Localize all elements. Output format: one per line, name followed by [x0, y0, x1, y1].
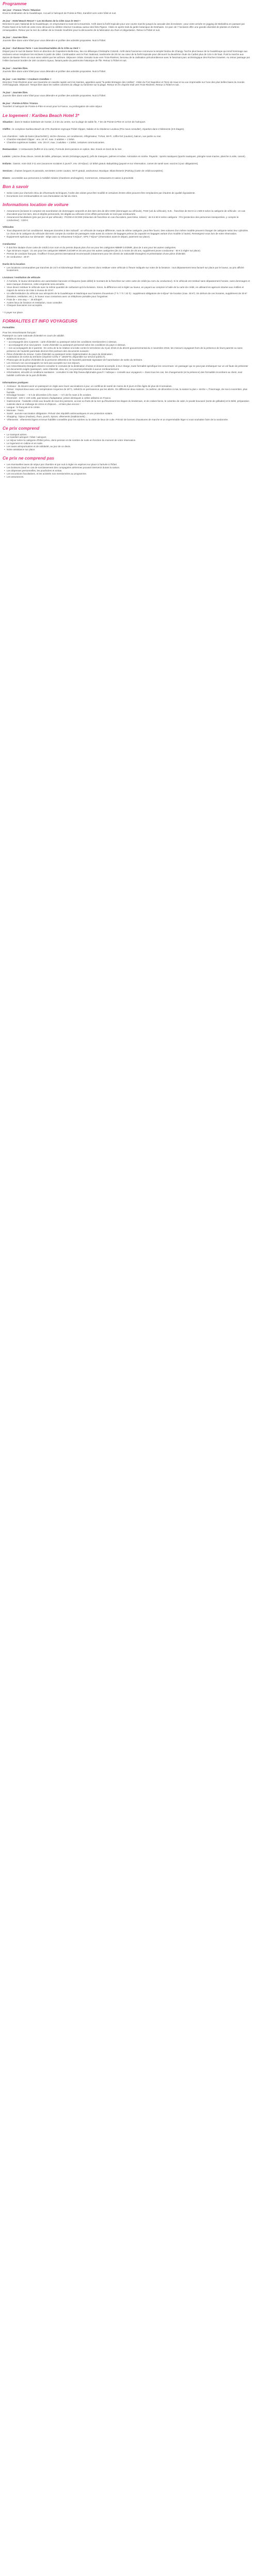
- duree-heading: Durée de la location: [3, 262, 25, 265]
- conducteur-item: • 2e conducteur : 25 €*.: [7, 256, 250, 259]
- assurance-item: • Assurances facultatives (prix par jour et par véhicule) : PCDW et SCDW (réduction de franchise en cas d'accident, pare-brise, toiture) : de 8 à 50 € selon catégorie : PAI (protection des personnes transportées, y compris le conducteur) : 3,50 €.: [7, 216, 250, 222]
- prix-comprend-item: • Le transfert aéroport / hôtel / aéroport.: [7, 436, 250, 439]
- livraison-heading: Livraison / restitution de véhicule: [3, 276, 41, 279]
- prix-comprend-item: • Le logement en cabine et en suite.: [7, 442, 250, 445]
- day-title: 4e jour : Sud Basse-Terre + Les incontournables de la Côte au Vent +: [3, 47, 80, 50]
- pratique-item: • Electricité : 220 V, 240 volts, pas besoin d'adaptateur, prises identiques à celles utilisées en France.: [7, 397, 250, 400]
- formalite-item: • Les mineurs non accompagnés ne sont pas acceptés sur nos séjours.: [7, 362, 250, 365]
- info-text: accessible aux personnes à mobilité réduite (chambres aménagées). Commerces, restaurants et casino à proximité.: [11, 177, 134, 180]
- day-block: [3, 91, 250, 97]
- day-text: Transfert à l'aéroport de Pointe-à-Pitre et envol pour la France, ou prolongation de votre séjour.: [3, 105, 103, 108]
- info-paragraph: [3, 170, 250, 173]
- day-title: 7e jour : Journée libre.: [3, 91, 28, 94]
- day-block: [3, 36, 250, 42]
- pratique-item: • Vêtements : vêtements légers et tenue habillée conseillée pour les soirées ou la visite de lieux de culte. Prévoir de bonnes chaussures de marche et un imperméable léger si vous souhaitez faire de la randonnée.: [7, 418, 250, 421]
- day-title: 5e jour : Journée libre.: [3, 66, 28, 70]
- chambres-list: [3, 138, 250, 144]
- day-text: Journée libre dans votre hôtel pour vous détendre et profiter des activités proposées. Nuit à l'hôtel.: [3, 94, 106, 97]
- logement-title: Le logement : Karibea Beach Hotel 3*: [3, 112, 79, 118]
- vehicules-heading: Véhicules: [3, 226, 14, 229]
- formalite-item: • Informations, sécurité et conditions sanitaires : consultez le site http://www.diplomatie.gouv.fr / rubrique « conseils aux voyageurs ». Dans tous les cas, les changements (et la présence) des formalités incombent au client, seul habilité confirmée de la part d'infinités.: [7, 371, 250, 377]
- formalite-item: • Les ressortissants étrangers doivent consulter le consulat de la destination choisie et doivent accomplir, à leur charge, toute formalité spécifique les concernant. Un passager qui ne peut pas embarquer sur un vol faute de présenter les documents exigés (passeport, carte d'identité, visa, etc.) ne pourrait prétendre à aucun remboursement.: [7, 365, 250, 371]
- bon-savoir-section: [3, 184, 250, 198]
- day-title: 8e jour : Pointe-à-Pitre / France.: [3, 102, 39, 105]
- day-block: [3, 102, 250, 108]
- pratique-item: • Shopping : bijoux (madras), rhum, punch, épices, vêtements (traditionnels)…: [7, 415, 250, 418]
- prix-comprend-item: • Le séjour selon la catégorie d'hôtel prévu, demi-pension et de nombre de nuits en fonction du moment de votre réservation.: [7, 439, 250, 442]
- info-label: Chiffre :: [3, 127, 12, 130]
- prix-ne-comprend-title: Ce prix ne comprend pas: [3, 455, 55, 461]
- pratique-item: • Animaux : ils doivent avoir un passeport en règle avec leurs vaccinations à jour, un certificat de santé de moins de 8 jours et être âgés de plus de 8 semaines.: [7, 385, 250, 388]
- prix-ne-comprend-item: • Les assurances.: [7, 476, 250, 479]
- prix-ne-comprend-section: [3, 455, 250, 479]
- pratique-item: • Gastronomie : l'assiette créole aux boudin de tous les poissons, accras ou fruits de la mer qui fleurissent les étapes du lendemain, et de crabes farcis, le colombo de cabri, le poulet boucané (sorte de grillades) et le Bélé, préparation cuisinée dans un mélange de citron et d'épices… et bien plus encore !: [7, 400, 250, 406]
- pratique-item: • Climat : tropical doux avec une température moyenne de 26°C, rafraîchi en permanence par les alizés. On différencie deux saisons : la carême, de décembre à mai, la saison la plus « sèche », l'hivernage, de mai à novembre, plus humide.: [7, 388, 250, 394]
- formalite-item: • Autorisation de sortie du territoire (imprimé Cerfa n° 15646*01 disponible sur service-public.fr).: [7, 355, 250, 359]
- conducteur-item: • Il doit être titulaire d'une carte de crédit à son nom et du permis depuis plus d'un an pour les catégories MBMR à EDMR, plus de 3 ans pour les autres catégories.: [7, 246, 250, 249]
- formalites-title: FORMALITES ET INFO VOYAGEURS: [3, 318, 78, 324]
- duree-item: • Les locations commandées par tranches de 24 h et kilométrage illimité ; vous devrez donc restituer votre véhicule à l'heure indiquée sur votre de la livraison : tout dépassement sera facturé sur place par le loueur, au prix affiché localement.: [7, 266, 250, 273]
- pratique-item: • Langue : le français et le créole.: [7, 406, 250, 409]
- info-label: Restauration :: [3, 148, 19, 151]
- livraison-item: • À l'arrivée, le loueur demandera une autorisation bancaire et bloquera (sans débit) le montant de la franchise sur votre carte de crédit (au nom du conducteur). Si le véhicule est restitué sans dépassement horaire, sans dommages et sans manque d'essence, cette empreinte sera annulée.: [7, 280, 250, 286]
- info-paragraph: [3, 128, 250, 131]
- prix-comprend-section: [3, 426, 250, 451]
- day-text: Direction le parc National de la Guadeloupe, en empruntant la route de la traversée. Arrêt dans la forêt tropicale pour une courte marche jusqu'à la cascade des écrevisses ; pour votre arrivée en jogging de Mahaléna en passant par Pointe-Noire et la forêt de votre zone découvrir la célèbre réserve Cousteau autour des îlets Pigeon. Visite en après-midi du jardin botanique de Deshaies. Ce parc de 7 hectares offre une grande diversité de plantes et d'arbres remarquables. Retour par la mer du caféier de la Grande Soufrière pour la découverte de la fabrication du rhum et dégustation. Retour à l'hôtel et nuit.: [3, 22, 245, 31]
- info-label: Divers :: [3, 177, 11, 180]
- day-text: Journée libre dans votre hôtel pour vous détendre et profiter des activités proposées. Nuit à l'hôtel.: [3, 39, 106, 42]
- info-paragraph: [3, 177, 250, 180]
- info-label: Loisirs :: [3, 155, 12, 158]
- programme-title: Programme: [3, 1, 27, 6]
- day-block: [3, 9, 250, 15]
- info-label: Situation :: [3, 120, 14, 123]
- day-title: 2e jour : Hotel Beach Resort + Les Ecritures de la Côte sous le Vent +: [3, 19, 81, 22]
- formalites-section: [3, 318, 250, 421]
- day-text: Direction Trois-Rivières pour une traversée en navette rapide vers les Saintes, appelées aussi "la petite Bretagne des Antilles". Visite du Fort Napoléon et Terre de Haut et sa vue imprenable sur l'une des plus belles baies du monde. Arrêt baignade. Déjeuner. Temps libre dans les ruelles colorées du village ou farniente sur la plage. Retour en fin d'après-midi vers Trois-Rivières. Retour à l'hôtel et nuit.: [3, 80, 245, 87]
- bon-savoir-title: Bon à savoir: [3, 184, 29, 189]
- day-block: [3, 20, 250, 32]
- price-note: * À payer sur place.: [3, 311, 24, 314]
- pratiques-list: [3, 385, 250, 421]
- day-text: Départ pour le sud de Basse-Terre en direction de Capesterre-Belle-Eau, lieu où débarqua Christophe Colomb. Arrêt dans l'ancienne commune la temple hindou de Changy. l'arche plus beaux de la Guadeloupe qui rend hommage aux esclaves venus remplacer les esclaves à partir de 1854. Continuation vers le Parc National, randonnée de 20 mn au cœur de la forêt tropicale pour découvrir la deuxième chute du Carbet plus de 115 m de haut. Puis la marche aux épices de Basse-Terre où vous serez attirés par les arômes. Déjeuner créole. Ensuite route vers Trois-Rivières, berceau de la civilisation précolombienne avec le fascinant parc archéologique des Roches Gravées. Au retour passage par l'Allée Dumanoir bordée de 160 cocotiers royaux, faisant partie du patrimoine historique de l'île. Retour à l'hôtel et nuit.: [3, 50, 250, 62]
- vehicules-list: [3, 229, 250, 239]
- info-text: chaises longues et parasols, serviettes contre caution, Wi-Fi gratuit, aeuhumeur, Boutique. Blanchisserie (Parking (Carte de crédit acceptées).: [13, 170, 164, 173]
- formalite-item: • – accompagnés des 2 parents : carte d'identité ou passeport selon les conditions mentionnées ci-dessus.: [7, 341, 250, 344]
- location-title: Informations location de voiture: [3, 201, 69, 207]
- info-text: bassin, mini-club 3-11 ans (vacances scolaires 3 jours/7, env. 20 €/jour). Lit bébé gratuit. Babysitting (payant et sur réservation, carnet de santé avec vaccins à jour obligatoires).: [12, 162, 199, 165]
- formalite-item: • Pièce d'identité du mineur. Carte d'identité ou passeport selon réglementation du pays de destination.: [7, 353, 250, 356]
- formalites-intro: Pour les ressortissants français :: [3, 331, 37, 334]
- formalites-subheading: Formalités: [3, 326, 15, 329]
- livraison-item: • Frais de « one way » : 25 €/trajet*.: [7, 298, 250, 301]
- vehicule-item: • Tous disposent de l'air conditionné. Marques données à titre indicatif : un véhicule de marque différente, mais de même catégorie, peut être fourni. Des voitures d'un même modèle peuvent changer de catégorie selon leur cylindrée. Le choix de la catégorie du véhicule doit tenir compte du nombre de passagers mais aussi du volume de bagages prévus (la capacité en bagages variant d'un modèle à l'autre). Renseignez-vous lors de votre réservation.: [7, 229, 250, 235]
- day-title: 1er jour : France / Paris / Réunion: [3, 9, 41, 11]
- conducteur-list: [3, 246, 250, 259]
- programme-days: [3, 9, 250, 108]
- chambre-item: • Chambre standard Clipper : env. 24 m², max. 2 adultes + 1 bébé.: [7, 138, 250, 141]
- pratique-item: • Décalage horaire : – 5 h de décembre à fin mars : – 6 h de fin mars à fin octobre.: [7, 394, 250, 397]
- prix-ne-comprend-item: • Les dépenses personnelles, les pourboires et extras.: [7, 469, 250, 472]
- page: [0, 0, 253, 479]
- duree-list: [3, 266, 250, 273]
- prix-comprend-item: • Les taxes aéroportuaires et de solidarité, au jour de ce devis.: [7, 445, 250, 448]
- day-block: [3, 47, 250, 62]
- info-text: 2 restaurants (buffet et à la carte). Formule demi-pension en option. Bar. Snack en bord de la mer.: [18, 148, 122, 151]
- formalites-intro-2: Passeport ou carte nationale d'identité en cours de validité.: [3, 334, 65, 337]
- prix-ne-comprend-item: • Les excursions facultatives, et les activités non mentionnées au programme.: [7, 472, 250, 476]
- formalite-item: • Photocopie de la pièce d'identité de la personne détentrice de l'autorité parentale signataire de l'autorisation de sortie du territoire.: [7, 359, 250, 362]
- conducteur-heading: Conducteur: [3, 243, 16, 246]
- prix-comprend-item: • Le transport aérien.: [7, 433, 250, 436]
- day-title: 3e jour : Journée libre.: [3, 36, 28, 39]
- assurance-item: • Assurances (incluses le comptoir est exonération de dommages corporels et des tiers des de dès CDW (dommages au véhicule), THW (vol du véhicule), N.B. : franchise de 610 € à 1 500 € selon la catégorie de véhicule : en cas d'accident pour les tiers, des et dépôts personnels, les dégâts au véhicule et les effets personnels ne sont pas remboursés.: [7, 210, 250, 216]
- conducteur-item: • Permis de conduire français. Il suffira-t-il tous permis international recommandé (notamment pour les clients de nationalité étrangère) et présentation d'une pièce d'identité.: [7, 252, 250, 256]
- info-text: dans le station balnéaire de Gosier, à 3 km du centre, sur la plage de sable fin, 7 km de Pointe-à-Pitre et 13 km de l'aéroport.: [14, 120, 146, 123]
- pratique-item: • Monnaie : l'euro.: [7, 409, 250, 412]
- bon-savoir-list: [3, 192, 250, 198]
- bon-savoir-item: • Selon votre jour d'arrivée et/ou de d'éventuels techniques, l'ordre des visites peut-être modifié et certaines d'entre elles peuvent être remplacées par d'autres de qualité équivalente.: [7, 192, 250, 195]
- formalite-item: • – accompagnés d'un seul parent : Carte d'identité ou passeport personnel selon les conditions du pays ci-dessus.: [7, 344, 250, 347]
- livraison-item: • Cheques bancaires non acceptés.: [7, 304, 250, 307]
- info-text: le complexe Karibea Beach de 270 chambres regroupe l'hôtel Clipper, Salako et la résidence Leuleva (Prix nous consulter), réparties dans 2 bâtiments (3-6 étages).: [11, 127, 185, 130]
- conducteur-item: • Âge minimum requis : 21 ans pour les catégories MBMR à ECMR et 25 ans pour les autres catégories (de 21 à moins de 25 ans, supplément jeune conducteur : 50 € à régler sur place).: [7, 249, 250, 252]
- logement-section: [3, 113, 250, 180]
- bon-savoir-item: • Excursions non remboursables en cas d'annulation du fait du client.: [7, 195, 250, 198]
- info-label: Services :: [3, 170, 14, 173]
- prix-comprend-list: [3, 433, 250, 451]
- day-text: Journée libre dans votre hôtel pour vous détendre et profiter des activités proposées. Nuit à l'hôtel.: [3, 70, 106, 73]
- prix-comprend-title: Ce prix comprend: [3, 425, 40, 431]
- livraison-item: • Un aller/restitution du véhicule aux aéroports de la Guadeloupe et Martinique aux horaires d'ouverture (7 h / 7 h / 22 h) : supplément obligatoire de 6 €/jour* de location (max. 30 €*). En dehors de ces horaires, supplément de 30 €* (livraison, restitution, etc.), le loueur vous contactera avec un téléphone portable pour l'organiser.: [7, 292, 250, 298]
- pratiques-heading: Informations pratiques: [3, 381, 28, 384]
- assurances-list: [3, 210, 250, 222]
- prix-ne-comprend-list: [3, 463, 250, 479]
- livraison-item: • Vous devez restituer le véhicule avec la même quantité de carburant qu'à la livraison. Sinon, la différence est à régler au loueur, en payant au comptoir à l'aide de la carte de crédit, en utilisant les agences situées aux Antilles et majoré du service de mise à niveau de 20 €*.: [7, 286, 250, 292]
- info-paragraph: [3, 121, 250, 124]
- prix-ne-comprend-item: • Les éventuelles taxes de séjour par chambre et par nuit à régler en espèces sur place à l'arrivée à l'hôtel.: [7, 463, 250, 466]
- info-paragraph: [3, 155, 250, 158]
- pratique-item: • Santé : aucune vaccination obligatoire. Prévoir des répulsifs antimoustiques et une protection solaire.: [7, 412, 250, 415]
- location-section: [3, 202, 250, 314]
- info-paragraph: [3, 162, 250, 165]
- logement-paras-2: [3, 148, 250, 180]
- livraison-list: [3, 280, 250, 307]
- info-text: piscine d'eau douce, tennis de table, pétanque, tennis (éclairage payant), prêt de masques, palmes et tubas. Animation en soirée. Payants : sports nautiques (sports nautiques, plongée sous-marine, planche à voile, canoé).: [11, 155, 246, 158]
- livraison-item: • Autres lieux de livraison et restitution, nous consulter.: [7, 301, 250, 304]
- logement-paras: [3, 121, 250, 131]
- prix-comprend-item: • Notre assistance sur place.: [7, 448, 250, 451]
- day-block: [3, 78, 250, 87]
- info-label: Enfants :: [3, 162, 13, 165]
- day-text: Envol à destination de la Guadeloupe. Accueil à l'aéroport de Pointe-à-Pitre, transfert vers votre hôtel et nuit.: [3, 11, 117, 14]
- prix-ne-comprend-item: • Les boissons (sauf en cas de surclassement des compagnies aériennes pouvant intervenir durant la saison.: [7, 466, 250, 469]
- programme-section: [3, 1, 250, 108]
- chambre-item: • Chambre supérieure Salako : env. 28 m², max. 3 adultes + 1 bébé, certaines communicantes.: [7, 141, 250, 144]
- day-title: 6e jour : Les Saintes + Couleurs Caraïbes +: [3, 77, 52, 80]
- formalite-item: • Bébés et mineurs :: [7, 337, 250, 341]
- info-paragraph: [3, 148, 250, 151]
- formalites-list: [3, 337, 250, 377]
- formalite-item: • – non accompagnés de 2 parents : En vertu de la loi relative à la lutte contre le terrorisme du 3 juin 2016 et du décret gouvernemental du 2 novembre 2016, les mineurs voyageant hors de la présence de leurs parents ou sans présence de l'autorité parentale devront être porteurs des documents suivants :: [7, 347, 250, 353]
- vehicule-item: • Équipement spéciaux sur demande : siège auto ou rehausseur 5 €/jour*, GPS 7 €/jour* (réservation avant le départ, paiement sur place).: [7, 235, 250, 239]
- day-block: [3, 67, 250, 73]
- chambres-intro: Les chambres : salle de bains (douche/WC), sèche-cheveux, air conditionné, réfrigérateur, TV/sat, Wi-Fi, coffre-fort (caution), balcon, vue jardin ou mer.: [3, 134, 162, 138]
